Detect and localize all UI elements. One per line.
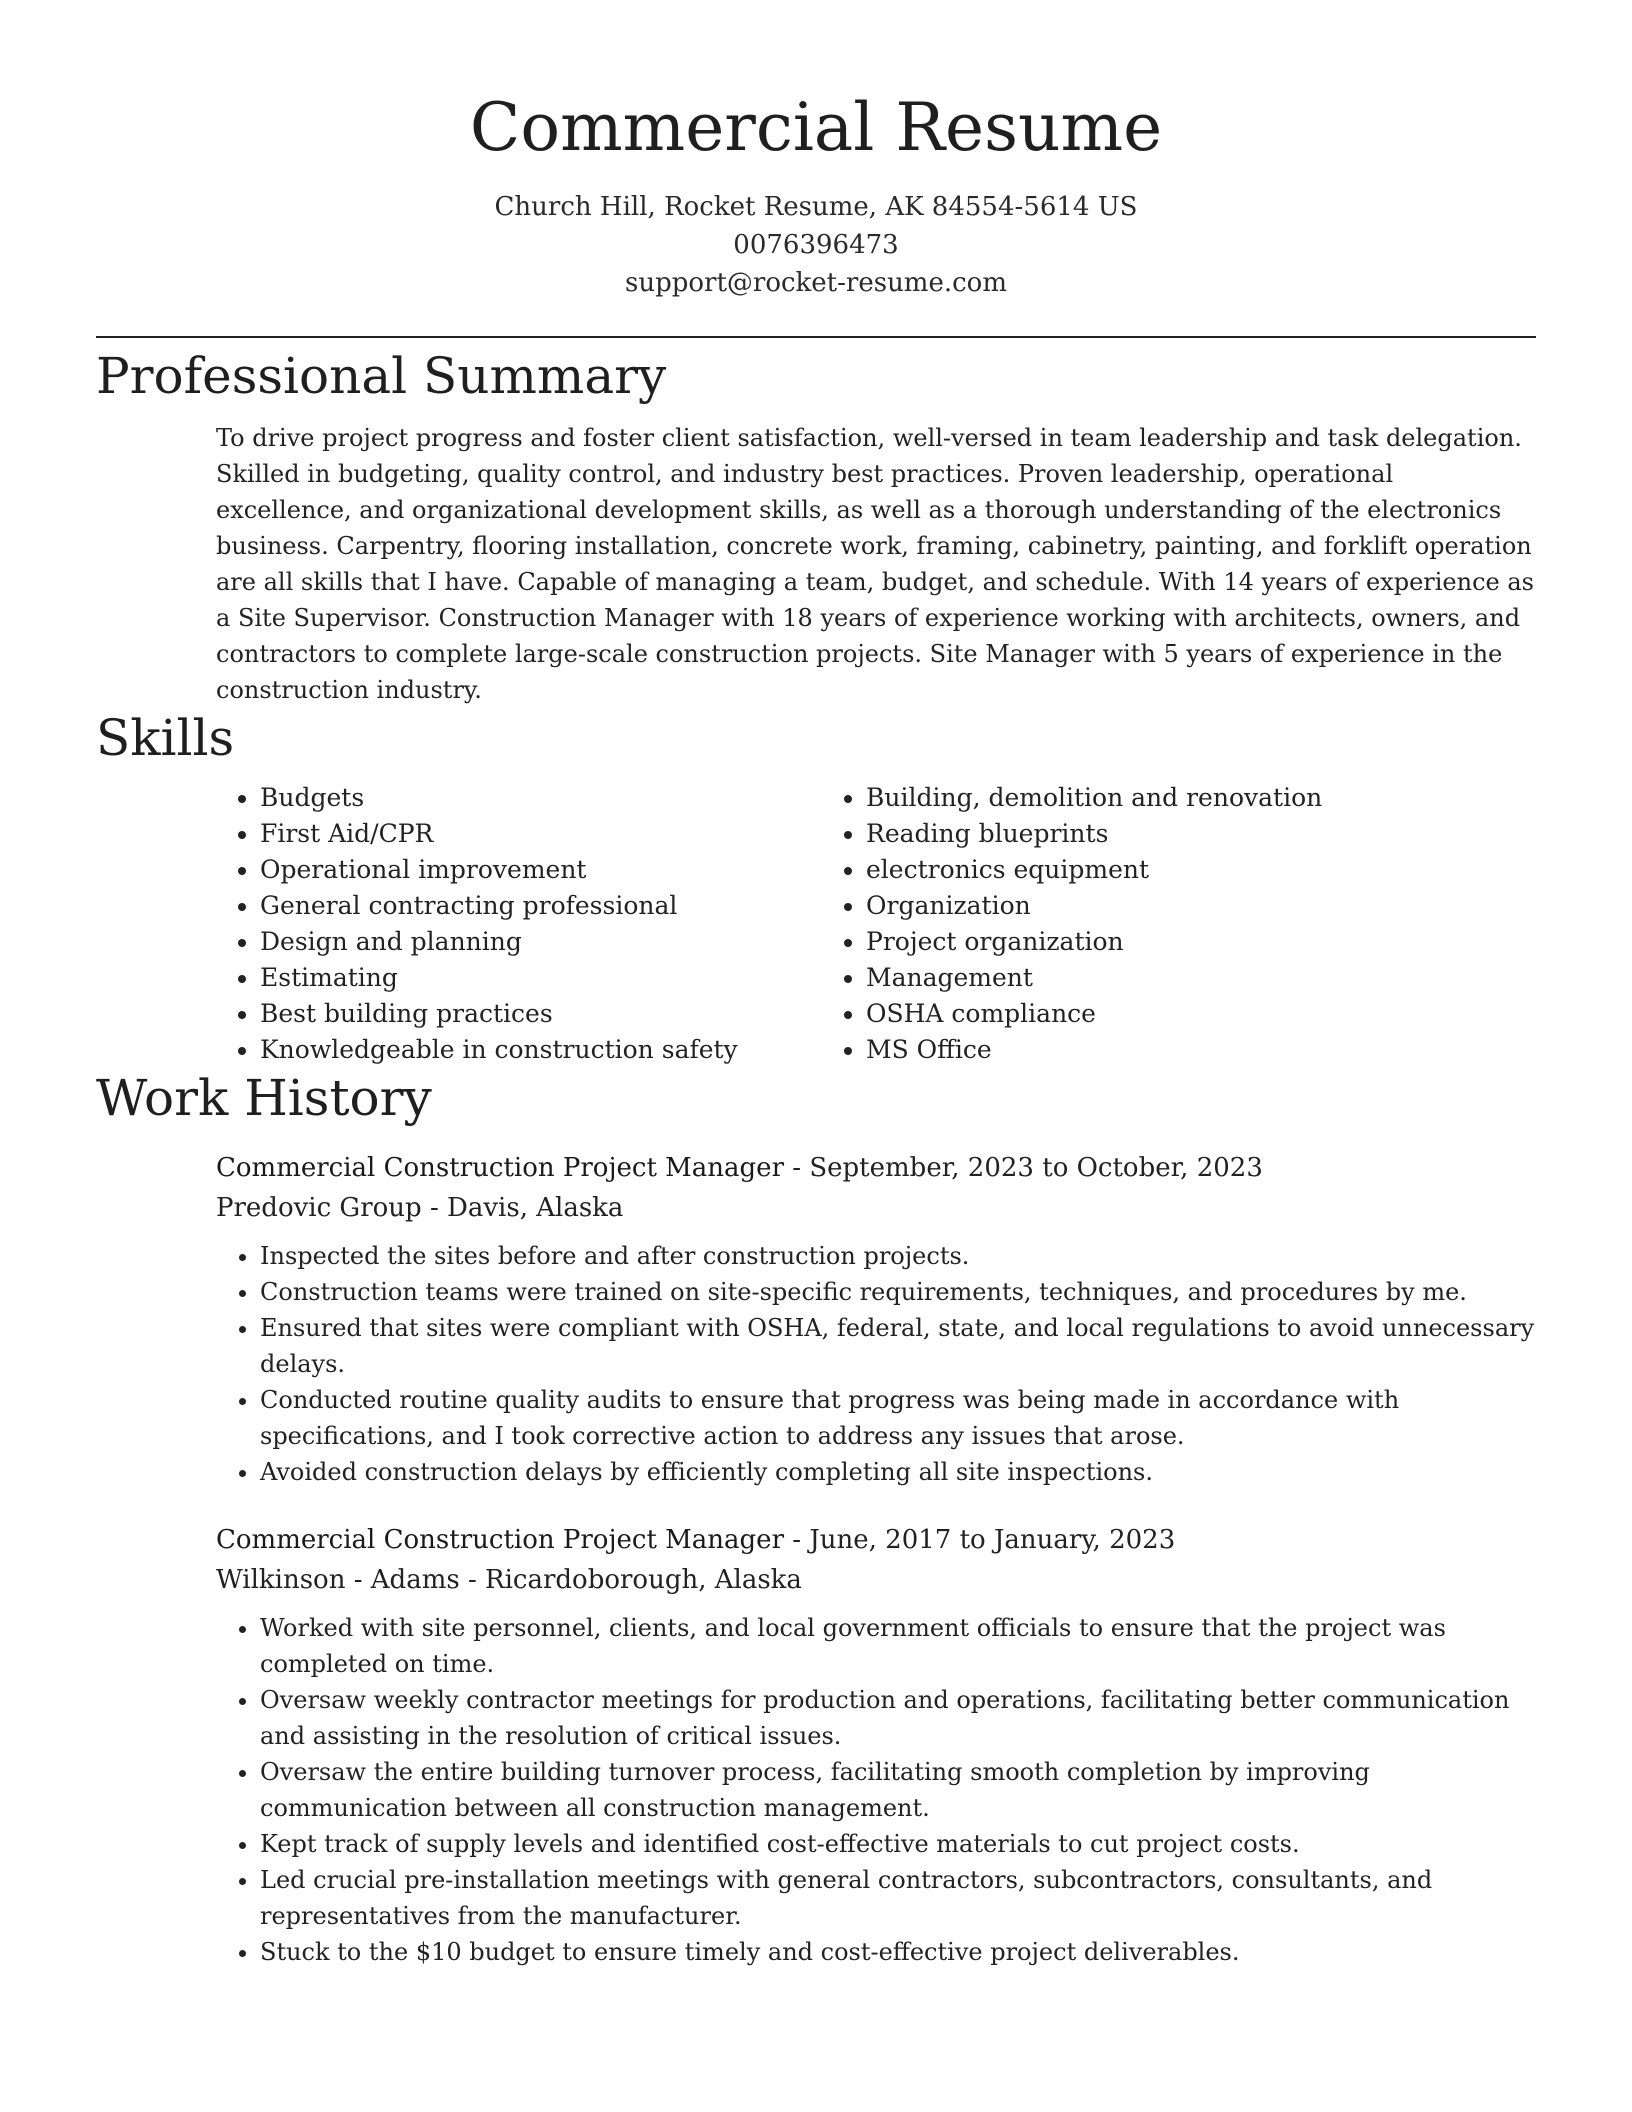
job-title: Commercial Construction Project Manager bbox=[216, 1153, 785, 1183]
job-bullets bbox=[216, 1238, 1536, 1490]
skill-item: • Building, demolition and renovation bbox=[866, 780, 1322, 816]
skill-item: • Reading blueprints bbox=[866, 816, 1322, 852]
job-bullet: • Worked with site personnel, clients, and local government officials to ensure that the project was completed on time. bbox=[260, 1610, 1536, 1682]
job-bullet: • Ensured that sites were compliant with OSHA, federal, state, and local regulations to avoid unnecessary delays. bbox=[260, 1310, 1536, 1382]
resume-page bbox=[96, 0, 1536, 1970]
skill-item: • Estimating bbox=[260, 960, 822, 996]
skill-item: • General contracting professional bbox=[260, 888, 822, 924]
skills-column-right bbox=[822, 780, 1322, 1068]
job-company-line: Wilkinson - Adams - Ricardoborough, Alaska bbox=[216, 1565, 802, 1595]
skill-item: • MS Office bbox=[866, 1032, 1322, 1068]
job-bullet: • Oversaw weekly contractor meetings for production and operations, facilitating better communication and assisting in the resolution of critical issues. bbox=[260, 1682, 1536, 1754]
header-divider bbox=[96, 336, 1536, 338]
skill-item: • Project organization bbox=[866, 924, 1322, 960]
job-bullet: • Inspected the sites before and after construction projects. bbox=[260, 1238, 1536, 1274]
skills-column-left bbox=[216, 780, 822, 1068]
job-bullet: • Stuck to the $10 budget to ensure timely and cost-effective project deliverables. bbox=[260, 1934, 1536, 1970]
job-company: Wilkinson - Adams bbox=[216, 1565, 460, 1595]
job-company: Predovic Group bbox=[216, 1193, 422, 1223]
skill-item: • Organization bbox=[866, 888, 1322, 924]
skill-item: • Best building practices bbox=[260, 996, 822, 1032]
skill-item: • Design and planning bbox=[260, 924, 822, 960]
skill-item: • OSHA compliance bbox=[866, 996, 1322, 1032]
skill-item: • Budgets bbox=[260, 780, 822, 816]
resume-name: Commercial Resume bbox=[469, 89, 1163, 166]
skill-item: • Knowledgeable in construction safety bbox=[260, 1032, 822, 1068]
job-dates: June, 2017 to January, 2023 bbox=[809, 1525, 1176, 1555]
skills-heading: Skills bbox=[96, 709, 235, 767]
skill-item: • Management bbox=[866, 960, 1322, 996]
contact-block bbox=[96, 188, 1536, 302]
job-location: Ricardoborough, Alaska bbox=[485, 1565, 802, 1595]
job-bullets bbox=[216, 1610, 1536, 1970]
job-title: Commercial Construction Project Manager bbox=[216, 1525, 785, 1555]
job-entry bbox=[216, 1520, 1536, 1970]
skill-item: • First Aid/CPR bbox=[260, 816, 822, 852]
contact-email: support@rocket-resume.com bbox=[624, 268, 1007, 298]
job-bullet: • Kept track of supply levels and identified cost-effective materials to cut project costs. bbox=[260, 1826, 1536, 1862]
skills-list bbox=[216, 780, 1536, 1068]
job-bullet: • Construction teams were trained on site-specific requirements, techniques, and procedures by me. bbox=[260, 1274, 1536, 1310]
job-company-line: Predovic Group - Davis, Alaska bbox=[216, 1193, 624, 1223]
job-bullet: • Conducted routine quality audits to ensure that progress was being made in accordance with specifications, and I took corrective action to address any issues that arose. bbox=[260, 1382, 1536, 1454]
job-dates: September, 2023 to October, 2023 bbox=[809, 1153, 1263, 1183]
summary-text: To drive project progress and foster client satisfaction, well-versed in team leadership and task delegation. Skilled in budgeting, quality control, and industry best practices. Proven leadership, operational excellence, and organizational development skills, as well as a thorough understanding of the electronics business. Carpentry, flooring installation, concrete work, framing, cabinetry, painting, and forklift operation are all skills that I have. Capable of managing a team, budget, and schedule. With 14 years of experience as a Site Supervisor. Construction Manager with 18 years of experience working with architects, owners, and contractors to complete large-scale construction projects. Site Manager with 5 years of experience in the construction industry. bbox=[216, 424, 1534, 704]
contact-phone: 0076396473 bbox=[733, 230, 899, 260]
job-bullet: • Oversaw the entire building turnover process, facilitating smooth completion by improving communication between all construction management. bbox=[260, 1754, 1536, 1826]
job-title-line: Commercial Construction Project Manager - June, 2017 to January, 2023 bbox=[216, 1525, 1176, 1555]
contact-address: Church Hill, Rocket Resume, AK 84554-5614 US bbox=[494, 192, 1138, 222]
job-location: Davis, Alaska bbox=[447, 1193, 624, 1223]
job-bullet: • Led crucial pre-installation meetings with general contractors, subcontractors, consultants, and representatives from the manufacturer. bbox=[260, 1862, 1536, 1934]
skill-item: • Operational improvement bbox=[260, 852, 822, 888]
job-entry bbox=[216, 1148, 1536, 1490]
job-bullet: • Avoided construction delays by efficiently completing all site inspections. bbox=[260, 1454, 1536, 1490]
work-history-heading: Work History bbox=[96, 1069, 432, 1127]
job-title-line: Commercial Construction Project Manager - September, 2023 to October, 2023 bbox=[216, 1153, 1263, 1183]
skill-item: • electronics equipment bbox=[866, 852, 1322, 888]
summary-heading: Professional Summary bbox=[96, 347, 667, 405]
